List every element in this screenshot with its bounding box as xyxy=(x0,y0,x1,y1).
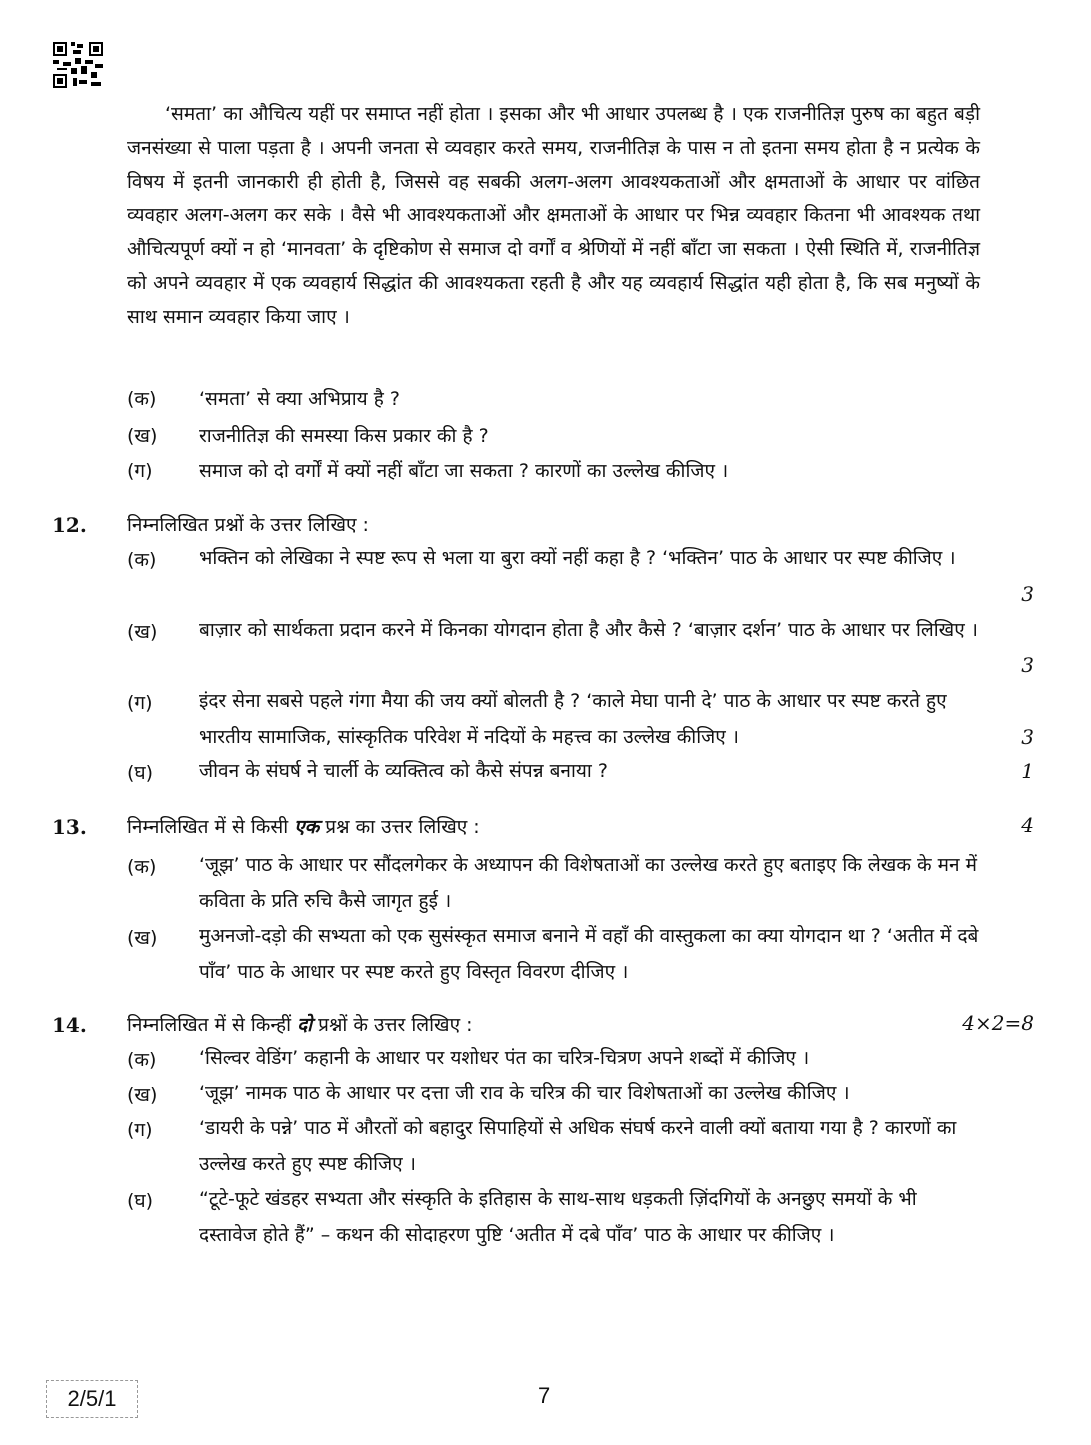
part-label: (घ) xyxy=(127,1190,154,1212)
heading-post: प्रश्नों के उत्तर लिखिए : xyxy=(312,1014,473,1036)
part-text: इंदर सेना सबसे पहले गंगा मैया की जय क्यों बोलती है ? ‘काले मेघा पानी दे’ पाठ के आधार पर स्पष्ट करते हुए भारतीय सामाजिक, सांस्कृतिक परिवेश में नदियों के महत्त्व का उल्लेख कीजिए । xyxy=(199,690,947,748)
part-label: (ग) xyxy=(127,1119,153,1141)
part-label: (क) xyxy=(127,549,157,571)
part-marks: 3 xyxy=(1021,582,1034,606)
question-marks: 4 xyxy=(1021,813,1034,837)
part-text: मुअनजो-दड़ो की सभ्यता को एक सुसंस्कृत समाज बनाने में वहाँ की वास्तुकला का क्या योगदान था ? ‘अतीत में दबे पाँव’ पाठ के आधार पर स्पष्ट करते हुए विस्तृत विवरण दीजिए । xyxy=(199,925,979,983)
part-marks: 1 xyxy=(1021,759,1034,783)
part-text: ‘जूझ’ पाठ के आधार पर सौंदलगेकर के अध्यापन की विशेषताओं का उल्लेख करते हुए बताइए कि लेखक के मन में कविता के प्रति रुचि कैसे जागृत हुई । xyxy=(199,854,977,912)
page-number: 7 xyxy=(538,1383,551,1408)
question-heading: निम्नलिखित प्रश्नों के उत्तर लिखिए : xyxy=(127,514,369,536)
part-label: (ग) xyxy=(127,692,153,714)
heading-emphasis: दो xyxy=(297,1014,313,1036)
question-number: 12. xyxy=(52,513,87,537)
part-marks: 3 xyxy=(1021,725,1034,749)
passage-subq-label: (ख) xyxy=(127,425,158,447)
passage-subq-text: ‘समता’ से क्या अभिप्राय है ? xyxy=(199,388,400,410)
passage-subq-label: (क) xyxy=(127,388,157,410)
part-label: (ख) xyxy=(127,927,158,949)
part-text: भक्तिन को लेखिका ने स्पष्ट रूप से भला या बुरा क्यों नहीं कहा है ? ‘भक्तिन’ पाठ के आधार पर स्पष्ट कीजिए । xyxy=(199,547,956,569)
passage-text: ‘समता’ का औचित्य यहीं पर समाप्त नहीं होता । इसका और भी आधार उपलब्ध है । एक राजनीतिज्ञ पुरुष का बहुत बड़ी जनसंख्या से पाला पड़ता है । अपनी जनता से व्यवहार करते समय, राजनीतिज्ञ के पास न तो इतना समय होता है न प्रत्येक के विषय में इतनी जानकारी ही होती है, जिससे वह सबकी अलग-अलग आवश्यकताओं और क्षमताओं के आधार पर वांछित व्यवहार अलग-अलग कर सके । वैसे भी आवश्यकताओं और क्षमताओं के आधार पर भिन्न व्यवहार कितना भी आवश्यक तथा औचित्यपूर्ण क्यों न हो ‘मानवता’ के दृष्टिकोण से समाज दो वर्गों व श्रेणियों में नहीं बाँटा जा सकता । ऐसी स्थिति में, राजनीतिज्ञ को अपने व्यवहार में एक व्यवहार्य सिद्धांत की आवश्यकता रहती है और यह व्यवहार्य सिद्धांत यही होता है, कि सब मनुष्यों के साथ समान व्यवहार किया जाए । xyxy=(127,103,981,328)
part-marks: 3 xyxy=(1021,653,1034,677)
passage-subq-text: राजनीतिज्ञ की समस्या किस प्रकार की है ? xyxy=(199,425,489,447)
part-label: (ख) xyxy=(127,621,158,643)
paper-code: 2/5/1 xyxy=(46,1380,138,1418)
part-text: ‘सिल्वर वेडिंग’ कहानी के आधार पर यशोधर पंत का चरित्र-चित्रण अपने शब्दों में कीजिए । xyxy=(199,1047,810,1069)
qr-code-icon xyxy=(53,42,103,88)
part-label: (क) xyxy=(127,856,157,878)
part-text: बाज़ार को सार्थकता प्रदान करने में किनका योगदान होता है और कैसे ? ‘बाज़ार दर्शन’ पाठ के आधार पर लिखिए । xyxy=(199,619,978,641)
question-number: 13. xyxy=(52,815,87,839)
question-heading xyxy=(127,1011,473,1037)
part-text: ‘जूझ’ नामक पाठ के आधार पर दत्ता जी राव के चरित्र की चार विशेषताओं का उल्लेख कीजिए । xyxy=(199,1082,850,1104)
passage-subq-text: समाज को दो वर्गों में क्यों नहीं बाँटा जा सकता ? कारणों का उल्लेख कीजिए । xyxy=(199,460,729,482)
heading-pre: निम्नलिखित में से किन्हीं xyxy=(127,1014,298,1036)
question-number: 14. xyxy=(52,1013,87,1037)
part-text: ‘डायरी के पन्ने’ पाठ में औरतों को बहादुर सिपाहियों से अधिक संघर्ष करने वाली क्यों बताया गया है ? कारणों का उल्लेख करते हुए स्पष्ट कीजिए । xyxy=(199,1117,957,1175)
part-label: (घ) xyxy=(127,762,154,784)
part-label: (क) xyxy=(127,1049,157,1071)
heading-emphasis: एक xyxy=(294,816,320,838)
passage-subq-label: (ग) xyxy=(127,460,153,482)
part-label: (ख) xyxy=(127,1084,158,1106)
heading-pre: निम्नलिखित में से किसी xyxy=(127,816,295,838)
question-heading xyxy=(127,813,480,839)
part-text: जीवन के संघर्ष ने चार्ली के व्यक्तित्व को कैसे संपन्न बनाया ? xyxy=(199,760,608,782)
question-marks: 4×2=8 xyxy=(962,1011,1034,1035)
heading-post: प्रश्न का उत्तर लिखिए : xyxy=(319,816,480,838)
part-text: “टूटे-फूटे खंडहर सभ्यता और संस्कृति के इतिहास के साथ-साथ धड़कती ज़िंदगियों के अनछुए समयों के भी दस्तावेज होते हैं” – कथन की सोदाहरण पुष्टि ‘अतीत में दबे पाँव’ पाठ के आधार पर कीजिए । xyxy=(199,1188,917,1246)
